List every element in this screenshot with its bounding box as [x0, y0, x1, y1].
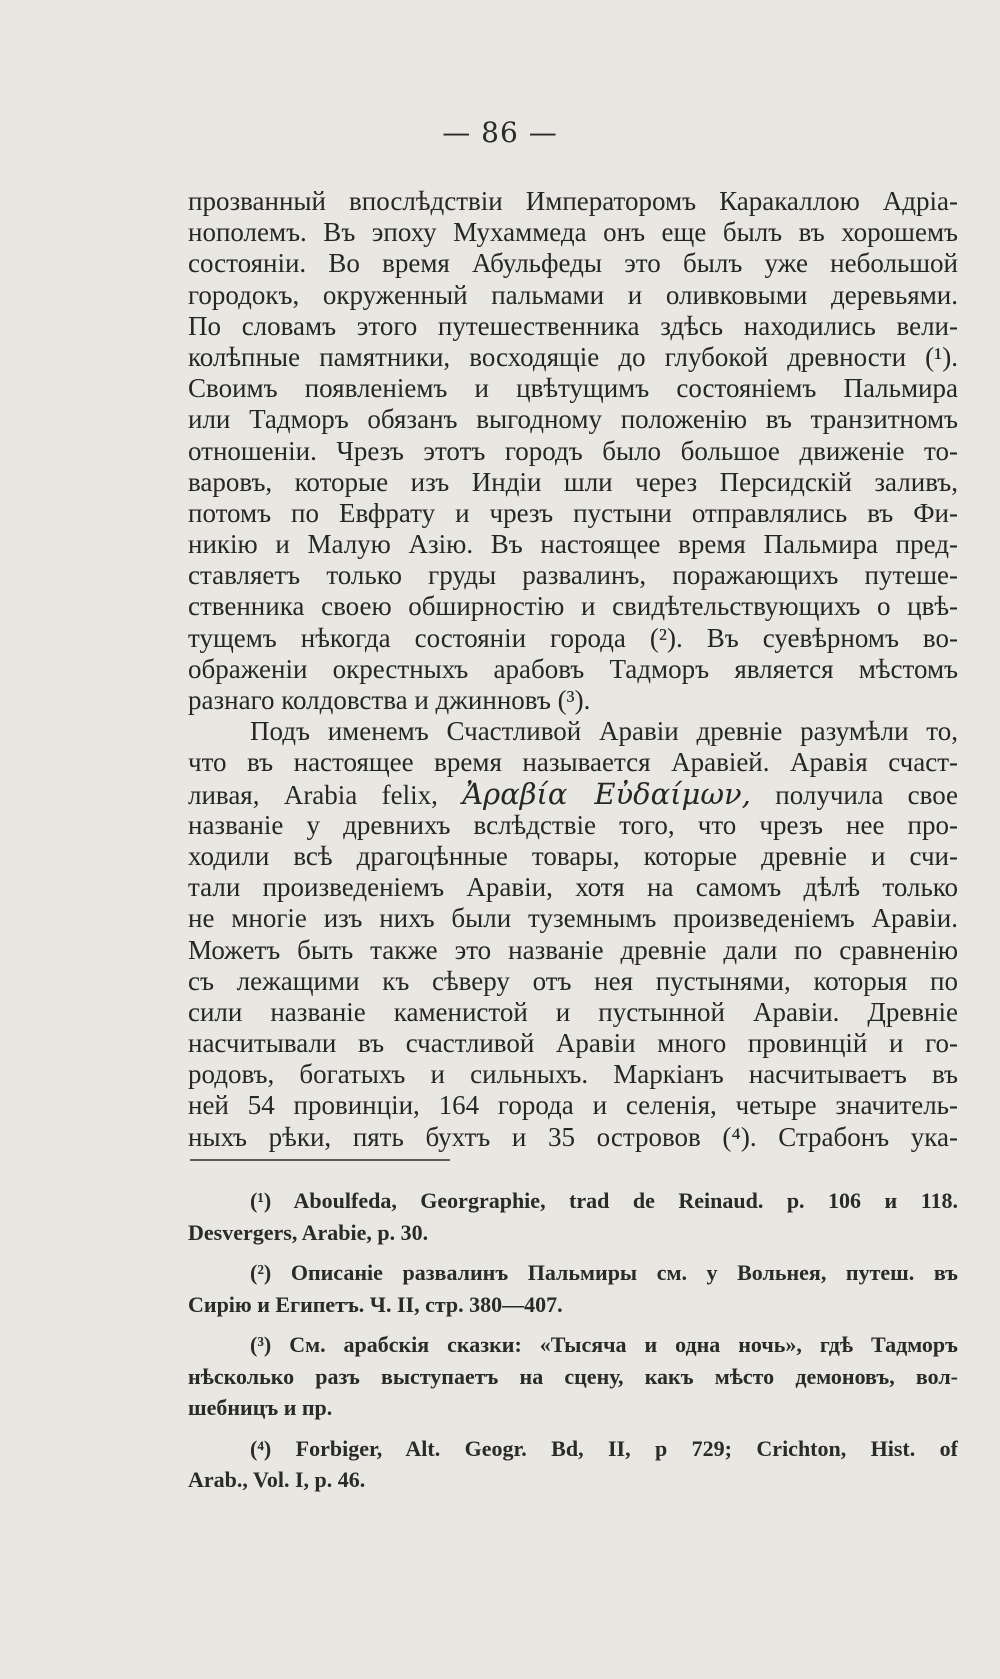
text-line: ставляетъ только груды развалинъ, поражающихъ путеше- — [188, 560, 958, 591]
footnote-line: (³) См. арабскія сказки: «Тысяча и одна ночь», гдѣ Тадморъ — [250, 1332, 958, 1357]
text-line: разнаго колдовства и джинновъ (³). — [188, 685, 591, 715]
text-line: сили названіе каменистой и пустынной Аравіи. Древніе — [188, 996, 958, 1027]
main-text — [188, 186, 958, 1153]
text-line: Своимъ появленіемъ и цвѣтущимъ состояніемъ Пальмира — [188, 373, 958, 404]
text-line: ней 54 провинціи, 164 города и селенія, четыре значитель- — [188, 1090, 958, 1121]
text-line: ственника своею обширностію и свидѣтельствующихъ о цвѣ- — [188, 591, 958, 622]
text-line: названіе у древнихъ вслѣдствіе того, что чрезъ нее про- — [188, 809, 958, 840]
text-line: ображеніи окрестныхъ арабовъ Тадморъ является мѣстомъ — [188, 653, 958, 684]
page-number: — 86 — — [442, 116, 558, 149]
footnote-1 — [188, 1185, 958, 1248]
text-line-with-greek — [188, 779, 958, 810]
footnote-line: (⁴) Forbiger, Alt. Geogr. Bd, II, p 729; Crichton, Hist. of — [250, 1435, 958, 1461]
text-line: съ лежащими къ сѣверу отъ нея пустынями, которыя по — [188, 965, 958, 996]
footnote-2 — [188, 1257, 958, 1320]
text-line: Можетъ быть также это названіе древніе дали по сравненію — [188, 934, 958, 965]
text-line: прозванный впослѣдствіи Императоромъ Каракаллою Адріа- — [188, 186, 958, 216]
footnote-4 — [188, 1433, 958, 1496]
text-line: тущемъ нѣкогда состояніи города (²). Въ суевѣрномъ во- — [188, 622, 958, 653]
footnote-divider — [190, 1159, 450, 1161]
text-line: ныхъ рѣки, пять бухтъ и 35 островов (⁴). Страбонъ ука- — [188, 1121, 958, 1152]
text-line: что въ настоящее время называется Аравіей. Аравія счаст- — [188, 747, 958, 778]
paragraph-start-line: Подъ именемъ Счастливой Аравіи древніе разумѣли то, — [250, 716, 958, 747]
text-line: варовъ, которые изъ Индіи шли через Персидскій заливъ, — [188, 466, 958, 497]
text-line: колѣпные памятники, восходящіе до глубокой древности (¹). — [188, 341, 958, 372]
greek-phrase: Ἀραβία Εὐδαίμων, — [462, 778, 751, 810]
text-line: потомъ по Евфрату и чрезъ пустыни отправлялись въ Фи- — [188, 497, 958, 528]
text-fragment: получила свое — [775, 779, 958, 810]
footnote-line: (²) Описаніе развалинъ Пальмиры см. у Вольнея, путеш. въ — [250, 1260, 958, 1285]
text-line: отношеніи. Чрезъ этотъ городъ было большое движеніе то- — [188, 435, 958, 466]
text-line: не многіе изъ нихъ были туземнымъ произведеніемъ Аравіи. — [188, 903, 958, 934]
text-line: родовъ, богатыхъ и сильныхъ. Маркіанъ насчитываетъ въ — [188, 1059, 958, 1090]
latin-phrase: ливая, Arabia felix, — [188, 779, 438, 810]
footnote-line: шебницъ и пр. — [188, 1395, 333, 1420]
text-line: городокъ, окруженный пальмами и оливковыми деревьями. — [188, 279, 958, 310]
text-line: По словамъ этого путешественника здѣсь находились вели- — [188, 310, 958, 341]
text-line: ходили всѣ драгоцѣнные товары, которые древніе и счи- — [188, 840, 958, 871]
text-line: никію и Малую Азію. Въ настоящее время Пальмира пред- — [188, 529, 958, 560]
footnote-line: Arab., Vol. I, p. 46. — [188, 1467, 366, 1492]
text-line: тали произведеніемъ Аравіи, хотя на самомъ дѣлѣ только — [188, 872, 958, 903]
text-line: нополемъ. Въ эпоху Мухаммеда онъ еще былъ въ хорошемъ — [188, 217, 958, 248]
footnote-line: Сирію и Египетъ. Ч. II, стр. 380—407. — [188, 1291, 563, 1317]
footnote-line: нѣсколько разъ выступаетъ на сцену, какъ мѣсто демоновъ, вол- — [188, 1363, 958, 1389]
footnote-3 — [188, 1329, 958, 1424]
text-line: насчитывали въ счастливой Аравіи много провинцій и го- — [188, 1028, 958, 1059]
footnote-line: Desvergers, Arabie, p. 30. — [188, 1219, 429, 1245]
footnotes — [188, 1185, 958, 1505]
text-line: или Тадморъ обязанъ выгодному положенію въ транзитномъ — [188, 404, 958, 435]
text-line: состояніи. Во время Абульфеды это былъ уже небольшой — [188, 248, 958, 279]
footnote-line: (¹) Aboulfeda, Georgraphie, trad de Reinaud. p. 106 и 118. — [250, 1188, 958, 1213]
